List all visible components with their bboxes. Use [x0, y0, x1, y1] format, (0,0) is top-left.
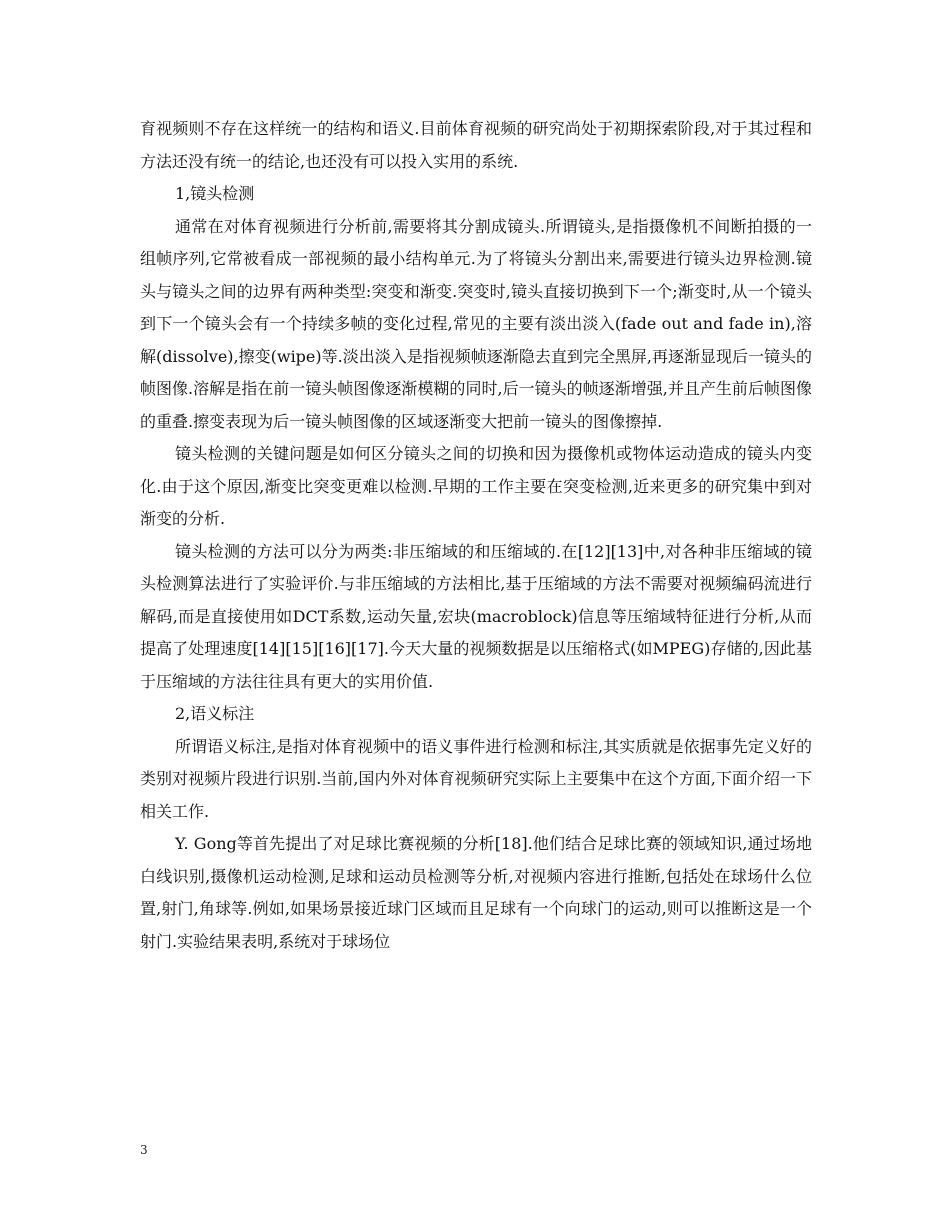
paragraph: 所谓语义标注,是指对体育视频中的语义事件进行检测和标注,其实质就是依据事先定义好的类别对视频片段进行识别.当前,国内外对体育视频研究实际上主要集中在这个方面,下面介绍一下相关工作.: [140, 736, 812, 821]
section-heading-shot-detection: 1,镜头检测: [175, 184, 255, 203]
section-heading-semantic-annotation: 2,语义标注: [175, 704, 255, 723]
page-number: 3: [140, 1143, 148, 1157]
paragraph: 通常在对体育视频进行分析前,需要将其分割成镜头.所谓镜头,是指摄像机不间断拍摄的一组帧序列,它常被看成一部视频的最小结构单元.为了将镜头分割出来,需要进行镜头边界检测.镜头与镜头之间的边界有两种类型:突变和渐变.突变时,镜头直接切换到下一个;渐变时,从一个镜头到下一个镜头会有一个持续多帧的变化过程,常见的主要有淡出淡入(fade out and fade in),溶解(dissolve),擦变(wipe)等.淡出淡入是指视频帧逐渐隐去直到完全黑屏,再逐渐显现后一镜头的帧图像.溶解是指在前一镜头帧图像逐渐模糊的同时,后一镜头的帧逐渐增强,并且产生前后帧图像的重叠.擦变表现为后一镜头帧图像的区域逐渐变大把前一镜头的图像擦掉.: [140, 216, 812, 431]
paragraph: 镜头检测的方法可以分为两类:非压缩域的和压缩域的.在[12][13]中,对各种非压缩域的镜头检测算法进行了实验评价.与非压缩域的方法相比,基于压缩域的方法不需要对视频编码流进行解码,而是直接使用如DCT系数,运动矢量,宏块(macroblock)信息等压缩域特征进行分析,从而提高了处理速度[14][15][16][17].今天大量的视频数据是以压缩格式(如MPEG)存储的,因此基于压缩域的方法往往具有更大的实用价值.: [140, 541, 812, 691]
body-text: [140, 113, 812, 958]
paragraph-continuation: 育视频则不存在这样统一的结构和语义.目前体育视频的研究尚处于初期探索阶段,对于其过程和方法还没有统一的结论,也还没有可以投入实用的系统.: [140, 119, 812, 171]
paragraph: Y. Gong等首先提出了对足球比赛视频的分析[18].他们结合足球比赛的领域知识,通过场地白线识别,摄像机运动检测,足球和运动员检测等分析,对视频内容进行推断,包括处在球场什么位置,射门,角球等.例如,如果场景接近球门区域而且足球有一个向球门的运动,则可以推断这是一个射门.实验结果表明,系统对于球场位: [140, 834, 812, 951]
paragraph: 镜头检测的关键问题是如何区分镜头之间的切换和因为摄像机或物体运动造成的镜头内变化.由于这个原因,渐变比突变更难以检测.早期的工作主要在突变检测,近来更多的研究集中到对渐变的分析.: [140, 444, 812, 528]
